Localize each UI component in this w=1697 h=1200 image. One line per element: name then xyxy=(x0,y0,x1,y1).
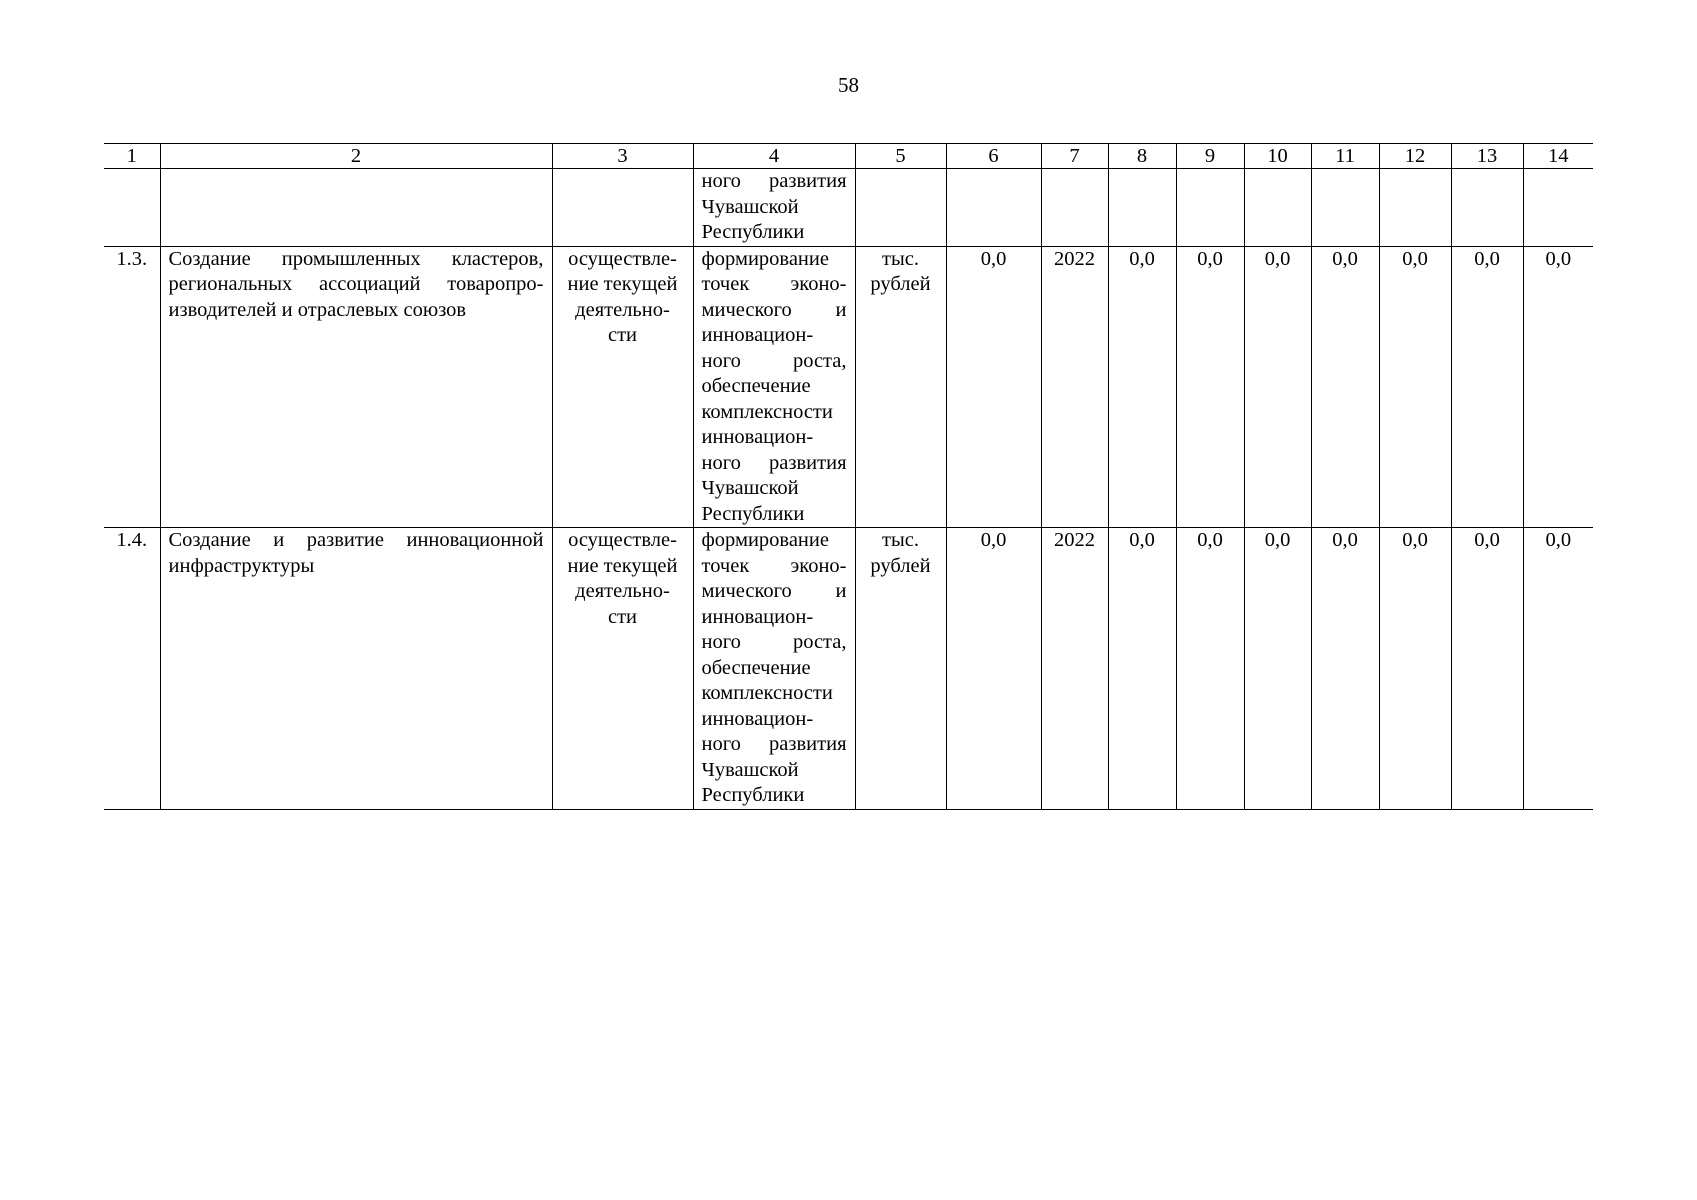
column-header: 3 xyxy=(552,144,693,169)
result-line: формирование xyxy=(701,247,829,270)
result-line: инновацион- xyxy=(701,605,814,628)
name-line: Создание промышленных кластеров, xyxy=(168,247,544,270)
result-line: инновацион- xyxy=(701,707,814,730)
result-line: обеспечение xyxy=(701,656,811,679)
cell-value: 0,0 xyxy=(1451,528,1523,810)
column-header: 10 xyxy=(1244,144,1311,169)
cell-name xyxy=(160,246,552,528)
cell-total: 0,0 xyxy=(946,246,1041,528)
cell-year: 2022 xyxy=(1041,528,1108,810)
source-line: осуществле- xyxy=(568,529,677,551)
source-line: ние текущей xyxy=(567,554,678,577)
column-header: 9 xyxy=(1176,144,1244,169)
result-line: ного роста, xyxy=(701,349,847,372)
cell-value: 0,0 xyxy=(1523,528,1593,810)
cell-value: 0,0 xyxy=(1379,528,1451,810)
cell-number: 1.3. xyxy=(104,246,160,528)
column-header: 11 xyxy=(1311,144,1379,169)
cell-value: 0,0 xyxy=(1523,246,1593,528)
name-line: инфраструктуры xyxy=(168,554,315,577)
source-line: деятельно- xyxy=(575,298,670,321)
cell-value xyxy=(1451,169,1523,247)
cell-name xyxy=(160,169,552,247)
result-line: Чувашской xyxy=(701,758,799,781)
column-header: 6 xyxy=(946,144,1041,169)
result-line: Республики xyxy=(701,784,805,806)
column-header: 1 xyxy=(104,144,160,169)
cell-value xyxy=(1108,169,1176,247)
unit-line: тыс. xyxy=(882,529,919,551)
cell-value xyxy=(1176,169,1244,247)
cell-value xyxy=(1244,169,1311,247)
cell-unit xyxy=(855,246,946,528)
cell-source xyxy=(552,246,693,528)
cell-year: 2022 xyxy=(1041,246,1108,528)
cell-unit xyxy=(855,528,946,810)
cell-value: 0,0 xyxy=(1379,246,1451,528)
result-line: обеспечение xyxy=(701,375,811,397)
cell-result xyxy=(693,169,855,247)
result-line: мического и xyxy=(701,580,847,602)
column-header: 12 xyxy=(1379,144,1451,169)
result-line: ного развития xyxy=(701,170,847,192)
table-row xyxy=(104,528,1593,810)
result-line: точек эконо- xyxy=(701,273,847,295)
table-row xyxy=(104,246,1593,528)
result-line: Республики xyxy=(701,221,805,243)
cell-result xyxy=(693,246,855,528)
cell-value: 0,0 xyxy=(1176,528,1244,810)
column-header: 2 xyxy=(160,144,552,169)
source-line: осуществле- xyxy=(568,247,677,270)
column-header: 8 xyxy=(1108,144,1176,169)
result-line: ного развития xyxy=(701,733,847,755)
cell-value: 0,0 xyxy=(1244,246,1311,528)
cell-number: 1.4. xyxy=(104,528,160,810)
cell-source xyxy=(552,528,693,810)
result-line: комплексности xyxy=(701,682,833,704)
program-table xyxy=(104,143,1593,810)
page-number: 58 xyxy=(838,73,859,97)
result-line: мического и xyxy=(701,298,847,321)
cell-value: 0,0 xyxy=(1244,528,1311,810)
result-line: Чувашской xyxy=(701,195,799,218)
table-row-continuation xyxy=(104,169,1593,247)
cell-value xyxy=(1311,169,1379,247)
cell-result xyxy=(693,528,855,810)
cell-source xyxy=(552,169,693,247)
source-line: ние текущей xyxy=(567,273,678,295)
cell-value: 0,0 xyxy=(1108,246,1176,528)
source-line: сти xyxy=(607,324,638,346)
result-line: инновацион- xyxy=(701,426,814,448)
name-line: региональных ассоциаций товаропро- xyxy=(168,273,544,295)
column-header: 7 xyxy=(1041,144,1108,169)
result-line: Чувашской xyxy=(701,477,799,499)
cell-year xyxy=(1041,169,1108,247)
unit-line: рублей xyxy=(870,273,931,295)
cell-unit xyxy=(855,169,946,247)
cell-value xyxy=(1379,169,1451,247)
source-line: деятельно- xyxy=(575,580,670,602)
result-line: ного роста, xyxy=(701,631,847,653)
result-line: инновацион- xyxy=(701,324,814,346)
source-line: сти xyxy=(607,605,638,628)
column-header: 13 xyxy=(1451,144,1523,169)
column-header: 5 xyxy=(855,144,946,169)
header-row xyxy=(104,144,1593,169)
result-line: формирование xyxy=(701,529,829,551)
name-line: Создание и развитие инновационной xyxy=(168,529,544,551)
column-header: 4 xyxy=(693,144,855,169)
result-line: точек эконо- xyxy=(701,554,847,577)
column-header: 14 xyxy=(1523,144,1593,169)
cell-total: 0,0 xyxy=(946,528,1041,810)
name-line: изводителей и отраслевых союзов xyxy=(168,298,467,321)
cell-value: 0,0 xyxy=(1108,528,1176,810)
result-line: комплексности xyxy=(701,400,833,423)
cell-total xyxy=(946,169,1041,247)
cell-value: 0,0 xyxy=(1311,528,1379,810)
cell-name xyxy=(160,528,552,810)
cell-number xyxy=(104,169,160,247)
unit-line: тыс. xyxy=(882,247,919,270)
cell-value: 0,0 xyxy=(1176,246,1244,528)
result-line: Республики xyxy=(701,502,805,525)
cell-value: 0,0 xyxy=(1311,246,1379,528)
unit-line: рублей xyxy=(870,554,931,577)
cell-value: 0,0 xyxy=(1451,246,1523,528)
result-line: ного развития xyxy=(701,451,847,474)
cell-value xyxy=(1523,169,1593,247)
